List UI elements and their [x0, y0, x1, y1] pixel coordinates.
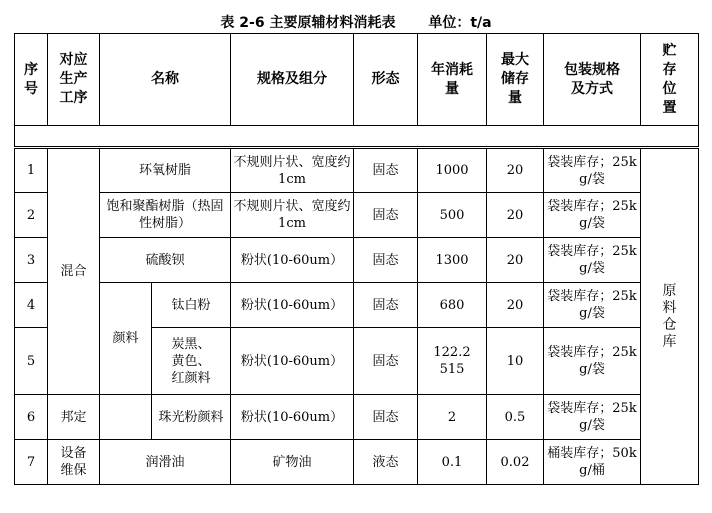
spacer-row [15, 126, 699, 148]
row-seq: 7 [15, 440, 48, 485]
row-form: 固态 [354, 283, 418, 328]
header-process: 对应生产工序 [48, 34, 100, 126]
header-location: 贮存位置 [641, 34, 699, 126]
header-row [15, 34, 699, 126]
row-form: 固态 [354, 395, 418, 440]
caption-title: 表 2-6 主要原辅材料消耗表 [220, 15, 396, 31]
row-form: 固态 [354, 238, 418, 283]
table-row [15, 283, 699, 328]
row-max: 0.02 [487, 440, 544, 485]
header-seq: 序号 [15, 34, 48, 126]
row-annual: 1300 [418, 238, 487, 283]
row-pack: 袋装库存；25kg/袋 [544, 148, 641, 193]
row-pack: 袋装库存；25kg/袋 [544, 395, 641, 440]
row-seq: 5 [15, 328, 48, 395]
row-pack: 袋装库存；25kg/袋 [544, 193, 641, 238]
row-name: 环氧树脂 [100, 148, 231, 193]
row-name: 润滑油 [100, 440, 231, 485]
group-maint: 设备维保 [48, 440, 100, 485]
row-spec: 不规则片状、宽度约 1cm [231, 148, 354, 193]
header-maxstore: 最大储存量 [487, 34, 544, 126]
row-name: 钛白粉 [152, 283, 231, 328]
table-row [15, 238, 699, 283]
row-pack: 袋装库存；25kg/袋 [544, 283, 641, 328]
table-row [15, 440, 699, 485]
row-annual: 2 [418, 395, 487, 440]
row-annual: 122.2515 [418, 328, 487, 395]
header-form: 形态 [354, 34, 418, 126]
row-annual: 1000 [418, 148, 487, 193]
row-annual: 0.1 [418, 440, 487, 485]
materials-table [14, 33, 699, 485]
row-max: 20 [487, 148, 544, 193]
table-row [15, 148, 699, 193]
row-seq: 3 [15, 238, 48, 283]
header-spec: 规格及组分 [231, 34, 354, 126]
row-seq: 4 [15, 283, 48, 328]
row-seq: 1 [15, 148, 48, 193]
row-max: 10 [487, 328, 544, 395]
row-name: 珠光粉颜料 [152, 395, 231, 440]
row-max: 20 [487, 238, 544, 283]
table-row [15, 395, 699, 440]
row-seq: 2 [15, 193, 48, 238]
row-form: 固态 [354, 148, 418, 193]
group-mix: 混合 [48, 148, 100, 395]
row-spec: 矿物油 [231, 440, 354, 485]
row-pack: 袋装库存；25kg/袋 [544, 328, 641, 395]
row-pack: 袋装库存；25kg/袋 [544, 238, 641, 283]
group-bond: 邦定 [48, 395, 100, 440]
row-form: 液态 [354, 440, 418, 485]
row-max: 20 [487, 283, 544, 328]
row-seq: 6 [15, 395, 48, 440]
row-name: 饱和聚酯树脂（热固性树脂） [100, 193, 231, 238]
location-warehouse: 原料仓库 [641, 148, 699, 485]
header-name: 名称 [100, 34, 231, 126]
table-row [15, 193, 699, 238]
header-pack: 包装规格及方式 [544, 34, 641, 126]
row-spec: 不规则片状、宽度约 1cm [231, 193, 354, 238]
row-spec: 粉状(10-60um） [231, 395, 354, 440]
table-caption [0, 12, 712, 32]
row-spec: 粉状(10-60um） [231, 328, 354, 395]
row-spec: 粉状(10-60um） [231, 283, 354, 328]
row-name: 硫酸钡 [100, 238, 231, 283]
row-pack: 桶装库存；50kg/桶 [544, 440, 641, 485]
row-annual: 500 [418, 193, 487, 238]
pigment-blank [100, 395, 152, 440]
row-form: 固态 [354, 193, 418, 238]
row-form: 固态 [354, 328, 418, 395]
group-pigment: 颜料 [100, 283, 152, 395]
row-spec: 粉状(10-60um） [231, 238, 354, 283]
header-annual: 年消耗量 [418, 34, 487, 126]
row-annual: 680 [418, 283, 487, 328]
caption-unit: 单位：t/a [428, 15, 492, 31]
row-max: 20 [487, 193, 544, 238]
row-max: 0.5 [487, 395, 544, 440]
row-name: 炭黑、黄色、红颜料 [152, 328, 231, 395]
